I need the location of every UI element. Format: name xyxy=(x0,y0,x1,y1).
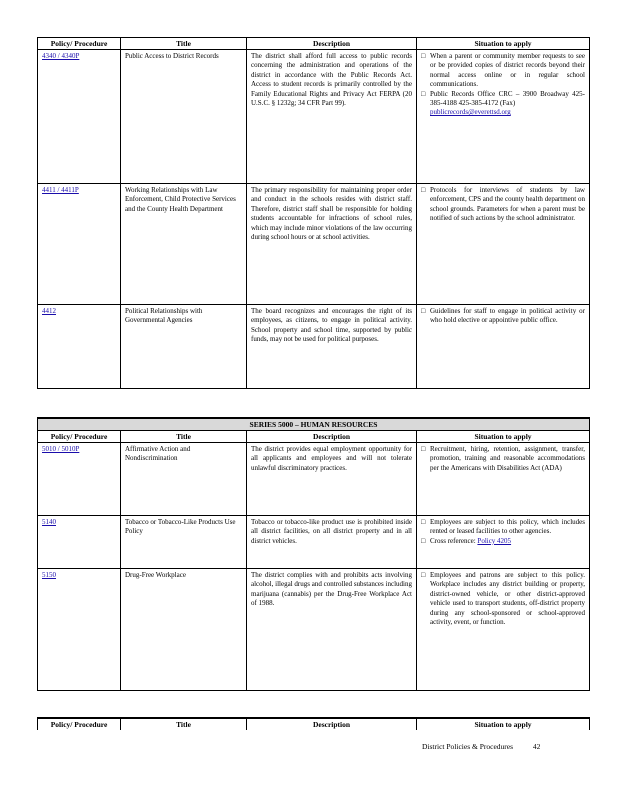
public-records-email-link[interactable]: publicrecords@everettsd.org xyxy=(430,108,511,117)
policy-situation xyxy=(417,184,590,305)
policy-title: Political Relationships with Governmental Agencies xyxy=(121,305,247,389)
table-header-row xyxy=(38,38,590,50)
table-row xyxy=(38,305,590,389)
policy-description: The primary responsibility for maintaining proper order and conduct in the schools resides with district staff. Therefore, district staff shall be responsible for holding students accountable for infractions of school rules, which may include minor violations of the law occurring during school hours or at school activities. xyxy=(247,184,417,305)
policy-link-4411[interactable]: 4411 / 4411P xyxy=(42,186,79,194)
header-policy: Policy/ Procedure xyxy=(38,431,121,443)
table-row xyxy=(38,569,590,691)
situation-item: □ Employees and patrons are subject to this policy. Workplace includes any district building or property, district-owned vehicle, or other district-approved vehicle used to transport students, off-district property during any school-sponsored or school-approved activity, event, or function. xyxy=(421,571,585,627)
policy-table-series-5000 xyxy=(37,417,590,691)
page-footer xyxy=(422,742,540,751)
page-number: 42 xyxy=(532,742,541,751)
header-description: Description xyxy=(247,718,417,730)
header-situation: Situation to apply xyxy=(417,431,590,443)
policy-situation xyxy=(417,443,590,516)
situation-item: □ Recruitment, hiring, retention, assignment, transfer, promotion, training and reasonable accommodations per the Americans with Disabilities Act (ADA) xyxy=(421,445,585,473)
series-header-row xyxy=(38,418,590,431)
policy-situation xyxy=(417,569,590,691)
cross-reference-label: Cross reference: xyxy=(430,536,476,545)
policy-4205-link[interactable]: Policy 4205 xyxy=(477,536,512,545)
policy-situation xyxy=(417,305,590,389)
policy-title: Drug-Free Workplace xyxy=(121,569,247,691)
policy-title: Working Relationships with Law Enforcement, Child Protective Services and the County Health Department xyxy=(121,184,247,305)
header-description: Description xyxy=(247,38,417,50)
table-row xyxy=(38,184,590,305)
table-header-row xyxy=(38,718,590,730)
footer-text: District Policies & Procedures xyxy=(422,742,514,751)
series-title: SERIES 5000 – HUMAN RESOURCES xyxy=(38,418,590,431)
table-row xyxy=(38,443,590,516)
header-description: Description xyxy=(247,431,417,443)
policy-description: The district shall afford full access to public records concerning the administration and operations of the district in accordance with the Public Records Act. Access to student records is primarily controlled by the Family Educational Rights and Privacy Act FERPA (20 U.S.C. § 1232g; 34 CFR Part 99). xyxy=(247,50,417,184)
situation-item: □ When a parent or community member requests to see or be provided copies of district records beyond their normal access online or in regular school communications. xyxy=(421,52,585,90)
header-title: Title xyxy=(121,718,247,730)
policy-description: The district provides equal employment opportunity for all applicants and employees and will not tolerate unlawful discriminatory practices. xyxy=(247,443,417,516)
header-situation: Situation to apply xyxy=(417,38,590,50)
policy-title: Tobacco or Tobacco-Like Products Use Policy xyxy=(121,516,247,569)
policy-link-5140[interactable]: 5140 xyxy=(42,518,56,526)
cross-reference-item xyxy=(421,537,585,546)
policy-link-4340[interactable]: 4340 / 4340P xyxy=(42,52,80,60)
policy-link-4412[interactable]: 4412 xyxy=(42,307,56,315)
policy-link-5010[interactable]: 5010 / 5010P xyxy=(42,445,80,453)
policy-description: Tobacco or tobacco-like product use is prohibited inside all district facilities, on all district property and in all district vehicles. xyxy=(247,516,417,569)
header-policy: Policy/ Procedure xyxy=(38,718,121,730)
header-situation: Situation to apply xyxy=(417,718,590,730)
header-policy: Policy/ Procedure xyxy=(38,38,121,50)
header-title: Title xyxy=(121,431,247,443)
table-row xyxy=(38,50,590,184)
header-title: Title xyxy=(121,38,247,50)
policy-description: The district complies with and prohibits acts involving alcohol, illegal drugs and controlled substances including marijuana (cannabis) per the Drug-Free Workplace Act of 1988. xyxy=(247,569,417,691)
policy-situation xyxy=(417,50,590,184)
policy-description: The board recognizes and encourages the right of its employees, as citizens, to engage in political activity. School property and school time, supported by public funds, may not be used for political purposes. xyxy=(247,305,417,389)
policy-title: Public Access to District Records xyxy=(121,50,247,184)
table-row xyxy=(38,516,590,569)
situation-item: □ Protocols for interviews of students by law enforcement, CPS and the county health department on school grounds. Parameters for when a parent must be notified of such actions by the school administrator. xyxy=(421,186,585,224)
policy-situation xyxy=(417,516,590,569)
situation-item: □ Guidelines for staff to engage in political activity or who hold elective or appointive public office. xyxy=(421,307,585,326)
policy-table-continued xyxy=(37,717,590,730)
situation-item: □ Public Records Office CRC – 3900 Broadway 425-385-4188 425-385-4172 (Fax) xyxy=(421,90,585,109)
situation-item: □ Employees are subject to this policy, which includes rented or leased facilities to other agencies. xyxy=(421,518,585,537)
policy-title: Affirmative Action and Nondiscrimination xyxy=(121,443,247,516)
policy-link-5150[interactable]: 5150 xyxy=(42,571,56,579)
policy-table-series-4000 xyxy=(37,37,590,389)
table-header-row xyxy=(38,431,590,443)
